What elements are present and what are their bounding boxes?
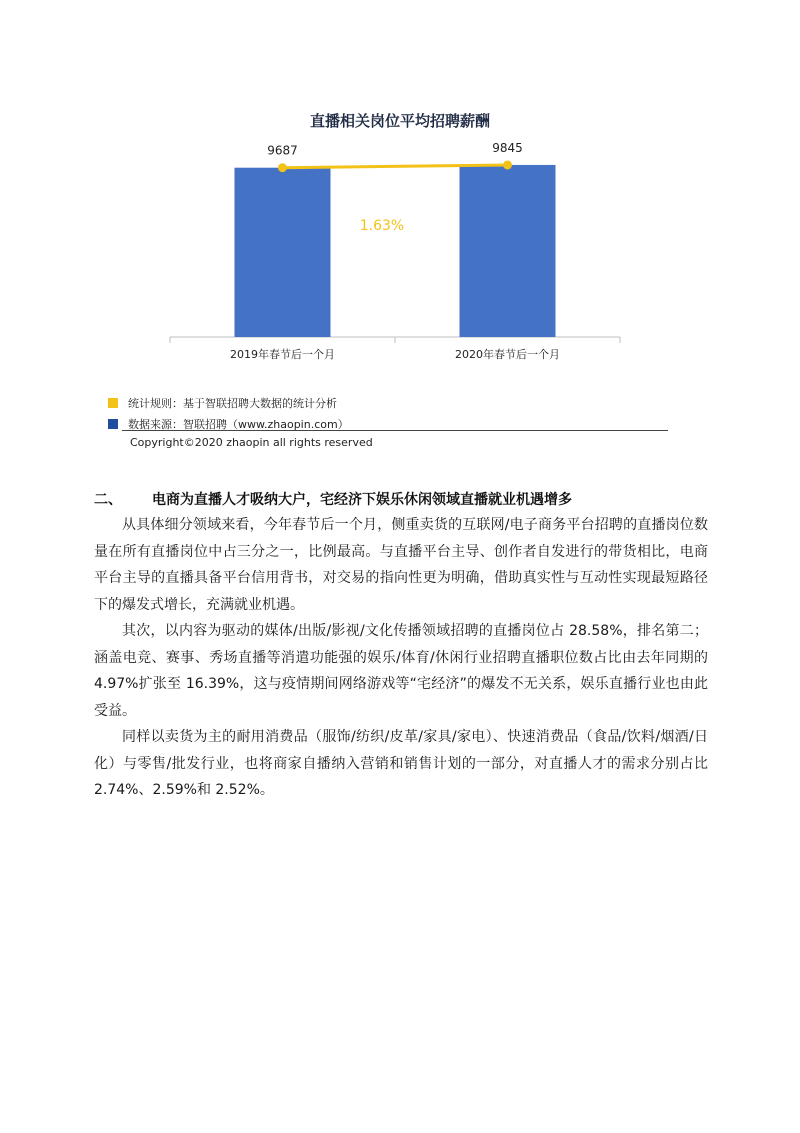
section-title: 电商为直播人才吸纳大户，宅经济下娱乐休闲领域直播就业机遇增多 — [152, 492, 572, 508]
yellow-square-icon — [108, 398, 118, 408]
note-source-text: 数据来源：智联招聘（www.zhaopin.com） — [128, 417, 349, 431]
x-tick-label: 2020年春节后一个月 — [455, 348, 560, 361]
trend-point — [503, 160, 512, 169]
section-number: 二、 — [94, 492, 122, 508]
x-tick-label: 2019年春节后一个月 — [230, 348, 335, 361]
copyright: Copyright©2020 zhaopin all rights reserved — [130, 436, 373, 449]
bar — [235, 168, 331, 337]
bar — [460, 165, 556, 337]
salary-chart — [0, 0, 800, 380]
section-heading — [94, 489, 572, 509]
blue-square-icon — [108, 419, 118, 429]
paragraph-1: 从具体细分领域来看，今年春节后一个月，侧重卖货的互联网/电子商务平台招聘的直播岗位数量在所有直播岗位中占三分之一，比例最高。与直播平台主导、创作者自发进行的带货相比，电商平台主导的直播具备平台信用背书，对交易的指向性更为明确，借助真实性与互动性实现最短路径下的爆发式增长，充满就业机遇。 — [94, 517, 708, 613]
note-rule-row — [108, 392, 349, 413]
data-label: 9687 — [267, 143, 298, 158]
divider — [122, 430, 668, 431]
paragraph-2: 其次，以内容为驱动的媒体/出版/影视/文化传播领域招聘的直播岗位占 28.58%，排名第二；涵盖电竞、赛事、秀场直播等消遣功能强的娱乐/体育/休闲行业招聘直播职位数占比由去年同期的 4.97%扩张至 16.39%，这与疫情期间网络游戏等“宅经济”的爆发不无关系，娱乐直播行业也由此受益。 — [94, 623, 708, 719]
chart-title: 直播相关岗位平均招聘薪酬 — [309, 112, 490, 130]
paragraph-3: 同样以卖货为主的耐用消费品（服饰/纺织/皮革/家具/家电）、快速消费品（食品/饮料/烟酒/日化）与零售/批发行业，也将商家自播纳入营销和销售计划的一部分，对直播人才的需求分别占比 2.74%、2.59%和 2.52%。 — [94, 729, 708, 798]
growth-annotation: 1.63% — [359, 218, 405, 234]
chart-notes — [108, 392, 349, 434]
data-label: 9845 — [492, 140, 523, 155]
note-rule-text: 统计规则：基于智联招聘大数据的统计分析 — [128, 396, 337, 410]
trend-point — [278, 163, 287, 172]
